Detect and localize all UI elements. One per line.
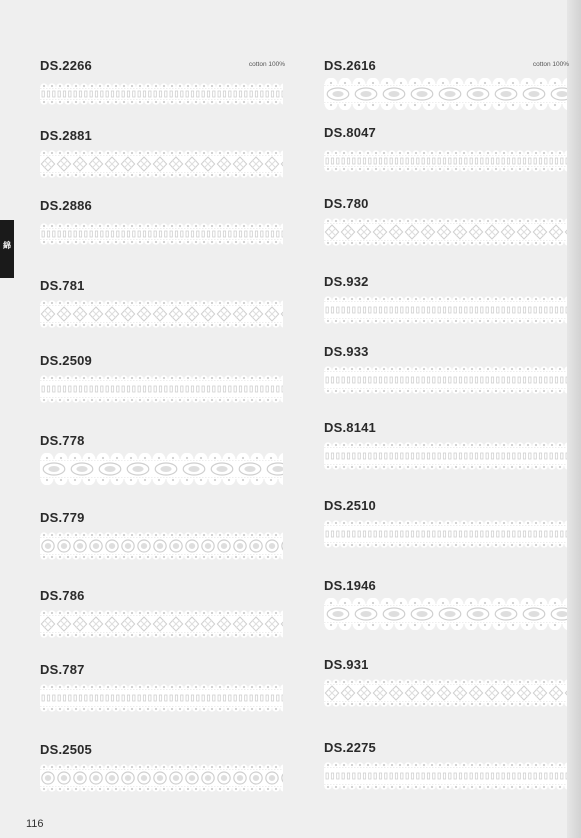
- lace-swatch-image: [324, 677, 567, 709]
- material-note: cotton 100%: [532, 61, 569, 68]
- lace-swatch-image: [40, 78, 283, 110]
- lace-code: DS.781: [40, 278, 85, 293]
- lace-swatch-image: [40, 453, 283, 485]
- lace-swatch-image: [324, 440, 567, 472]
- page-number: 116: [26, 818, 44, 830]
- lace-swatch-image: [40, 762, 283, 794]
- lace-code: DS.933: [324, 344, 369, 359]
- lace-code: DS.2616: [324, 58, 376, 73]
- lace-code: DS.8141: [324, 420, 376, 435]
- section-tab-label: 綿: [3, 241, 11, 250]
- lace-swatch-image: [324, 78, 567, 110]
- lace-swatch-image: [40, 373, 283, 405]
- lace-code: DS.2509: [40, 353, 92, 368]
- lace-code: DS.786: [40, 588, 85, 603]
- lace-swatch-image: [324, 364, 567, 396]
- lace-swatch-image: [324, 294, 567, 326]
- lace-swatch-image: [324, 518, 567, 550]
- lace-swatch-image: [324, 145, 567, 177]
- lace-code: DS.1946: [324, 578, 376, 593]
- lace-swatch-image: [40, 608, 283, 640]
- lace-code: DS.931: [324, 657, 369, 672]
- lace-code: DS.2881: [40, 128, 92, 143]
- page-edge-shadow: [567, 0, 581, 838]
- lace-code: DS.778: [40, 433, 85, 448]
- lace-code: DS.780: [324, 196, 369, 211]
- lace-swatch-image: [40, 682, 283, 714]
- lace-swatch-image: [40, 530, 283, 562]
- lace-code: DS.8047: [324, 125, 376, 140]
- lace-swatch-image: [324, 216, 567, 248]
- lace-code: DS.787: [40, 662, 85, 677]
- lace-swatch-image: [40, 218, 283, 250]
- lace-swatch-image: [324, 760, 567, 792]
- lace-code: DS.779: [40, 510, 85, 525]
- lace-code: DS.2510: [324, 498, 376, 513]
- lace-swatch-image: [40, 148, 283, 180]
- lace-swatch-image: [40, 298, 283, 330]
- lace-code: DS.2505: [40, 742, 92, 757]
- lace-code: DS.2275: [324, 740, 376, 755]
- material-note: cotton 100%: [248, 61, 285, 68]
- lace-code: DS.2886: [40, 198, 92, 213]
- lace-swatch-image: [324, 598, 567, 630]
- lace-code: DS.2266: [40, 58, 92, 73]
- lace-code: DS.932: [324, 274, 369, 289]
